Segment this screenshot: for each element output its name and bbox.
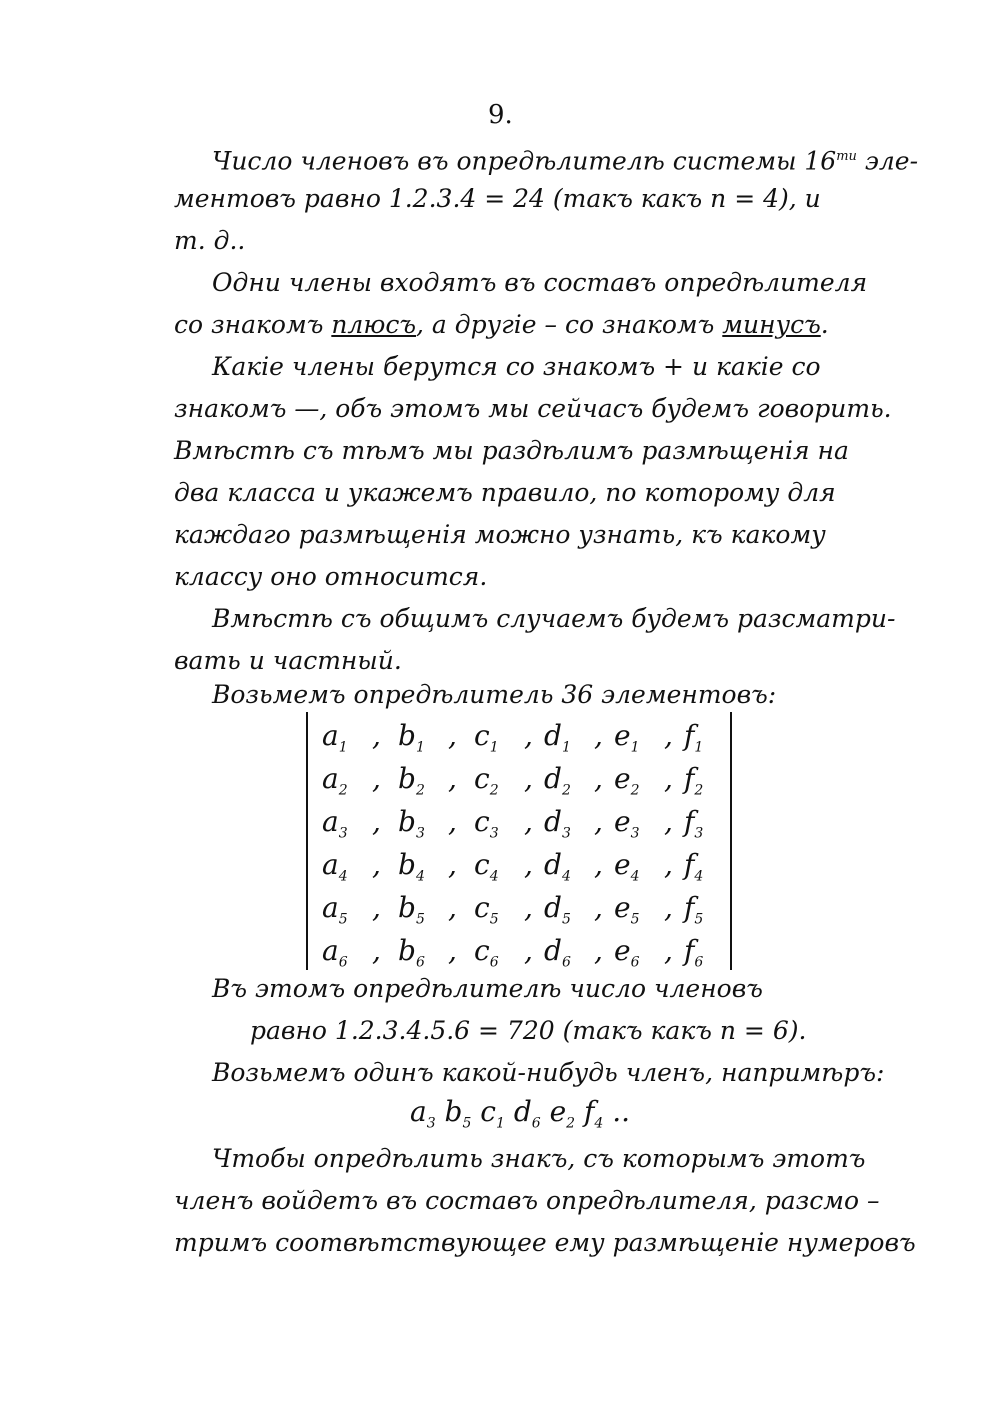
subscript: 5: [630, 911, 640, 928]
text-line: т. д..: [174, 226, 246, 255]
subscript: 6: [561, 954, 571, 971]
matrix-separator: ,: [664, 719, 673, 752]
subscript: 2: [489, 782, 499, 799]
matrix-row: [308, 804, 730, 840]
matrix-separator: ,: [372, 891, 381, 924]
text-span: эле-: [856, 146, 919, 176]
determinant-matrix: [306, 712, 732, 970]
matrix-element: $c_4$: [474, 848, 499, 885]
matrix-separator: ,: [372, 719, 381, 752]
subscript: 6: [531, 1115, 541, 1132]
subscript: 1: [630, 739, 640, 756]
text-line: членъ войдетъ въ составъ опредѣлителя, разсмо –: [174, 1186, 880, 1215]
subscript: 1: [415, 739, 425, 756]
matrix-separator: ,: [448, 762, 457, 795]
matrix-element: $b_6$: [398, 934, 425, 971]
subscript: 3: [338, 825, 348, 842]
matrix-row: [308, 890, 730, 926]
matrix-separator: ,: [524, 934, 533, 967]
matrix-element: $e_6$: [614, 934, 640, 971]
subscript: 5: [338, 911, 348, 928]
text-span: Число членовъ въ опредѣлителѣ системы 16: [212, 146, 837, 176]
subscript: 2: [561, 782, 571, 799]
matrix-separator: ,: [448, 719, 457, 752]
matrix-element: $f_2$: [684, 762, 704, 799]
matrix-row: [308, 761, 730, 797]
subscript: 1: [495, 1115, 505, 1132]
subscript: 2: [694, 782, 704, 799]
text-line: знакомъ —, объ этомъ мы сейчасъ будемъ говорить.: [174, 394, 892, 423]
product-factor: $f_4$: [583, 1095, 604, 1132]
product-factor: $e_2$: [549, 1095, 576, 1132]
matrix-element: $a_6$: [322, 934, 348, 971]
subscript: 3: [415, 825, 425, 842]
matrix-element: $e_5$: [614, 891, 640, 928]
text-line: два класса и укажемъ правило, по которому для: [174, 478, 836, 507]
matrix-element: $a_2$: [322, 762, 348, 799]
subscript: 6: [415, 954, 425, 971]
matrix-separator: ,: [372, 934, 381, 967]
matrix-separator: ,: [594, 805, 603, 838]
text-span: .: [820, 310, 829, 339]
subscript: 2: [566, 1115, 576, 1132]
matrix-separator: ,: [448, 848, 457, 881]
subscript: 4: [489, 868, 499, 885]
matrix-separator: ,: [594, 891, 603, 924]
matrix-row: [308, 847, 730, 883]
matrix-element: $b_4$: [398, 848, 425, 885]
subscript: 3: [561, 825, 571, 842]
text-line: Въ этомъ опредѣлителѣ число членовъ: [212, 974, 763, 1003]
matrix-separator: ,: [594, 719, 603, 752]
text-line: равно 1.2.3.4.5.6 = 720 (такъ какъ n = 6).: [250, 1016, 807, 1045]
matrix-element: $d_4$: [544, 848, 571, 885]
subscript: 4: [630, 868, 640, 885]
matrix-element: $d_3$: [544, 805, 571, 842]
text-line: вать и частный.: [174, 646, 402, 675]
matrix-element: $d_1$: [544, 719, 571, 756]
matrix-separator: ,: [664, 805, 673, 838]
product-end: ..: [612, 1095, 630, 1128]
matrix-separator: ,: [524, 719, 533, 752]
matrix-element: $f_4$: [684, 848, 704, 885]
subscript: 4: [561, 868, 571, 885]
underlined-word: плюсъ: [331, 310, 417, 339]
matrix-element: $f_6$: [684, 934, 704, 971]
matrix-separator: ,: [664, 934, 673, 967]
matrix-element: $b_5$: [398, 891, 425, 928]
subscript: 1: [489, 739, 499, 756]
product-factor: $b_5$: [444, 1095, 472, 1132]
matrix-element: $d_5$: [544, 891, 571, 928]
matrix-separator: ,: [524, 762, 533, 795]
subscript: 1: [694, 739, 704, 756]
matrix-element: $c_6$: [474, 934, 499, 971]
matrix-separator: ,: [524, 891, 533, 924]
subscript: 4: [694, 868, 704, 885]
matrix-separator: ,: [448, 934, 457, 967]
subscript: 6: [630, 954, 640, 971]
text-line: классу оно относится.: [174, 562, 488, 591]
matrix-separator: ,: [372, 848, 381, 881]
matrix-separator: ,: [448, 891, 457, 924]
subscript: 3: [426, 1115, 436, 1132]
subscript: 2: [338, 782, 348, 799]
text-line: Чтобы опредѣлить знакъ, съ которымъ этотъ: [212, 1144, 866, 1173]
matrix-separator: ,: [372, 762, 381, 795]
text-line: Возьмемъ опредѣлитель 36 элементовъ:: [212, 680, 777, 709]
matrix-element: $c_3$: [474, 805, 499, 842]
subscript: 4: [338, 868, 348, 885]
product-term: [410, 1094, 630, 1142]
subscript: 4: [594, 1115, 604, 1132]
subscript: 6: [338, 954, 348, 971]
matrix-element: $a_4$: [322, 848, 348, 885]
matrix-separator: ,: [594, 934, 603, 967]
matrix-separator: ,: [664, 848, 673, 881]
text-span: , а другіе – со знакомъ: [416, 310, 723, 339]
product-factor: $d_6$: [513, 1095, 541, 1132]
text-line: [212, 142, 918, 176]
subscript: 5: [489, 911, 499, 928]
text-line: Одни члены входятъ въ составъ опредѣлителя: [212, 268, 868, 297]
text-line: Вмѣстѣ съ тѣмъ мы раздѣлимъ размѣщенія на: [174, 436, 849, 465]
text-line: Вмѣстѣ съ общимъ случаемъ будемъ разсматри-: [212, 604, 896, 633]
matrix-separator: ,: [594, 848, 603, 881]
matrix-element: $f_3$: [684, 805, 704, 842]
matrix-element: $b_1$: [398, 719, 425, 756]
matrix-separator: ,: [524, 805, 533, 838]
matrix-element: $c_5$: [474, 891, 499, 928]
matrix-element: $a_5$: [322, 891, 348, 928]
text-line: [174, 310, 829, 340]
text-line: ментовъ равно 1.2.3.4 = 24 (такъ какъ n = 4), и: [174, 184, 821, 213]
subscript: 6: [694, 954, 704, 971]
underlined-word: минусъ: [722, 310, 821, 339]
subscript: 3: [489, 825, 499, 842]
matrix-element: $f_5$: [684, 891, 704, 928]
matrix-separator: ,: [664, 891, 673, 924]
matrix-element: $c_1$: [474, 719, 499, 756]
matrix-element: $d_6$: [544, 934, 571, 971]
text-span: со знакомъ: [174, 310, 332, 339]
subscript: 3: [630, 825, 640, 842]
matrix-separator: ,: [372, 805, 381, 838]
matrix-element: $e_1$: [614, 719, 640, 756]
matrix-separator: ,: [664, 762, 673, 795]
subscript: 5: [462, 1115, 472, 1132]
matrix-element: $b_3$: [398, 805, 425, 842]
matrix-element: $c_2$: [474, 762, 499, 799]
matrix-element: $d_2$: [544, 762, 571, 799]
subscript: 5: [561, 911, 571, 928]
matrix-element: $e_3$: [614, 805, 640, 842]
matrix-row: [308, 933, 730, 969]
subscript: 6: [489, 954, 499, 971]
matrix-element: $a_3$: [322, 805, 348, 842]
matrix-separator: ,: [448, 805, 457, 838]
text-line: Возьмемъ одинъ какой-нибудь членъ, напримѣръ:: [212, 1058, 885, 1087]
subscript: 4: [415, 868, 425, 885]
subscript: 1: [561, 739, 571, 756]
subscript: 3: [694, 825, 704, 842]
product-factor: $c_1$: [480, 1095, 505, 1132]
matrix-element: $f_1$: [684, 719, 704, 756]
matrix-element: $b_2$: [398, 762, 425, 799]
page-number: 9.: [488, 100, 513, 130]
subscript: 2: [630, 782, 640, 799]
text-line: Какіе члены берутся со знакомъ + и какіе со: [212, 352, 821, 381]
product-factor: $a_3$: [410, 1095, 436, 1132]
subscript: 5: [415, 911, 425, 928]
matrix-separator: ,: [524, 848, 533, 881]
matrix-row: [308, 718, 730, 754]
matrix-element: $a_1$: [322, 719, 348, 756]
matrix-element: $e_2$: [614, 762, 640, 799]
text-line: тримъ соотвѣтствующее ему размѣщеніе нумеровъ: [174, 1228, 916, 1257]
text-line: каждаго размѣщенія можно узнать, къ какому: [174, 520, 826, 549]
subscript: 5: [694, 911, 704, 928]
matrix-separator: ,: [594, 762, 603, 795]
subscript: 1: [338, 739, 348, 756]
matrix-element: $e_4$: [614, 848, 640, 885]
superscript: ти: [836, 149, 857, 164]
subscript: 2: [415, 782, 425, 799]
